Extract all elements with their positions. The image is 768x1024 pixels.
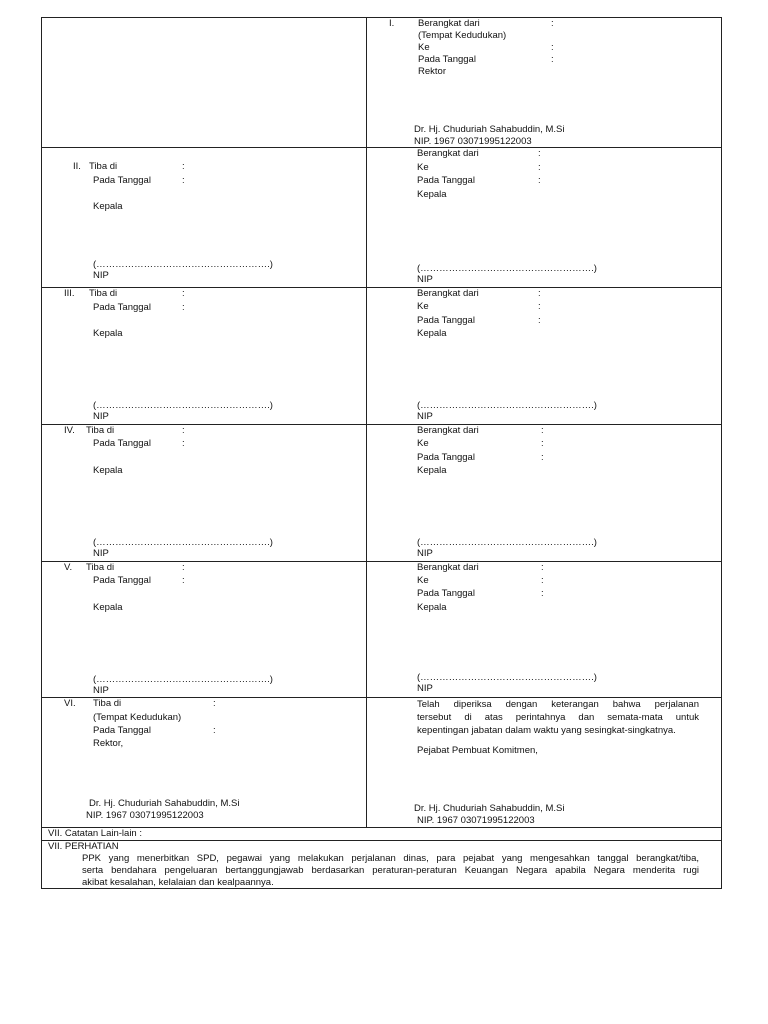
nip-label: NIP [93, 411, 109, 422]
tiba-di-label: Tiba di [86, 562, 115, 573]
nip-label: NIP [417, 411, 433, 422]
colon: : [541, 438, 544, 449]
colon: : [182, 175, 185, 186]
ke-label: Ke [417, 162, 429, 173]
pada-tanggal-label: Pada Tanggal [93, 438, 151, 449]
ppk-nip: NIP. 1967 03071995122003 [417, 815, 535, 826]
tiba-di-label: Tiba di [89, 161, 118, 172]
colon: : [551, 18, 554, 29]
kepala-label: Kepala [417, 328, 447, 339]
perhatian-line: serta bendahara pengeluaran bertanggungjawab berdasarkan peraturan-peraturan Keuangan Negara apabila Negara menderita rugi [82, 865, 699, 876]
signature-line: (……………………………………………….) [417, 537, 597, 548]
row-divider-2 [41, 287, 722, 288]
section-number: II. [73, 161, 81, 172]
ke-label: Ke [417, 301, 429, 312]
colon: : [182, 161, 185, 172]
section-number: VI. [64, 698, 76, 709]
nip-label: NIP [93, 548, 109, 559]
berangkat-dari-label: Berangkat dari [417, 562, 479, 573]
signature-line: (……………………………………………….) [417, 672, 597, 683]
colon: : [182, 302, 185, 313]
ke-label: Ke [417, 575, 429, 586]
statement-line: tersebut di atas perintahnya dan semata-mata untuk [417, 712, 699, 723]
section-number: V. [64, 562, 73, 573]
berangkat-dari-label: Berangkat dari [417, 148, 479, 159]
nip-label: NIP [93, 685, 109, 696]
rektor-label: Rektor [418, 66, 446, 77]
ke-label: Ke [417, 438, 429, 449]
perhatian-text [82, 853, 699, 889]
tempat-kedudukan-label: (Tempat Kedudukan) [418, 30, 507, 41]
colon: : [551, 54, 554, 65]
signer-name: Dr. Hj. Chuduriah Sahabuddin, M.Si [89, 798, 240, 809]
pada-tanggal-label: Pada Tanggal [417, 588, 475, 599]
kepala-label: Kepala [417, 189, 447, 200]
tiba-di-label: Tiba di [89, 288, 118, 299]
kepala-label: Kepala [93, 465, 123, 476]
ppk-title: Pejabat Pembuat Komitmen, [417, 745, 538, 756]
section-number: III. [64, 288, 75, 299]
signature-line: (……………………………………………….) [417, 400, 597, 411]
colon: : [182, 425, 185, 436]
statement-line: kepentingan jabatan dalam waktu yang sesingkat-singkatnya. [417, 725, 676, 736]
perhatian-label: VII. PERHATIAN [48, 841, 119, 852]
colon: : [541, 452, 544, 463]
colon: : [213, 725, 216, 736]
colon: : [538, 148, 541, 159]
colon: : [538, 315, 541, 326]
colon: : [213, 698, 216, 709]
signature-line: (……………………………………………….) [93, 400, 273, 411]
colon: : [182, 438, 185, 449]
row-divider-3 [41, 424, 722, 425]
nip-label: NIP [417, 683, 433, 694]
signature-line: (……………………………………………….) [93, 259, 273, 270]
colon: : [538, 175, 541, 186]
ppk-name: Dr. Hj. Chuduriah Sahabuddin, M.Si [414, 803, 565, 814]
form-border-top [41, 17, 722, 18]
nip-label: NIP [93, 270, 109, 281]
row-divider-7 [41, 840, 722, 841]
berangkat-dari-label: Berangkat dari [417, 425, 479, 436]
colon: : [182, 562, 185, 573]
berangkat-dari-label: Berangkat dari [417, 288, 479, 299]
pada-tanggal-label: Pada Tanggal [417, 452, 475, 463]
ke-label: Ke [418, 42, 430, 53]
rektor-label: Rektor, [93, 738, 124, 749]
signature-line: (……………………………………………….) [417, 263, 597, 274]
berangkat-dari-label: Berangkat dari [418, 18, 480, 29]
catatan-lain-lain-label: VII. Catatan Lain-lain : [48, 828, 142, 839]
signer-nip: NIP. 1967 03071995122003 [86, 810, 204, 821]
pada-tanggal-label: Pada Tanggal [417, 315, 475, 326]
colon: : [541, 575, 544, 586]
colon: : [541, 588, 544, 599]
colon: : [538, 288, 541, 299]
section-number: I. [389, 18, 395, 29]
row-divider-1 [41, 147, 722, 148]
signer-name: Dr. Hj. Chuduriah Sahabuddin, M.Si [414, 124, 565, 135]
section-number: IV. [64, 425, 75, 436]
tiba-di-label: Tiba di [86, 425, 115, 436]
kepala-label: Kepala [417, 602, 447, 613]
nip-label: NIP [417, 548, 433, 559]
pada-tanggal-label: Pada Tanggal [93, 302, 151, 313]
column-divider [366, 17, 367, 827]
colon: : [551, 42, 554, 53]
perhatian-line: PPK yang menerbitkan SPD, pegawai yang melakukan perjalanan dinas, para pejabat yang mengesahkan tanggal berangkat/tiba, [82, 853, 699, 864]
kepala-label: Kepala [93, 602, 123, 613]
signature-line: (……………………………………………….) [93, 537, 273, 548]
colon: : [538, 162, 541, 173]
signature-line: (……………………………………………….) [93, 674, 273, 685]
kepala-label: Kepala [93, 328, 123, 339]
colon: : [182, 288, 185, 299]
colon: : [541, 562, 544, 573]
perhatian-line: akibat kesalahan, kelalaian dan kealpaannya. [82, 877, 274, 888]
nip-label: NIP [417, 274, 433, 285]
pada-tanggal-label: Pada Tanggal [93, 575, 151, 586]
kepala-label: Kepala [93, 201, 123, 212]
row-divider-4 [41, 561, 722, 562]
colon: : [182, 575, 185, 586]
colon: : [538, 301, 541, 312]
kepala-label: Kepala [417, 465, 447, 476]
colon: : [541, 425, 544, 436]
statement-line: Telah diperiksa dengan keterangan bahwa perjalanan [417, 699, 699, 710]
signer-nip: NIP. 1967 03071995122003 [414, 136, 532, 147]
row-divider-6 [41, 827, 722, 828]
pada-tanggal-label: Pada Tanggal [93, 175, 151, 186]
verification-statement [417, 698, 699, 737]
pada-tanggal-label: Pada Tanggal [417, 175, 475, 186]
pada-tanggal-label: Pada Tanggal [93, 725, 151, 736]
tiba-di-label: Tiba di [93, 698, 122, 709]
tempat-kedudukan-label: (Tempat Kedudukan) [93, 712, 182, 723]
pada-tanggal-label: Pada Tanggal [418, 54, 476, 65]
